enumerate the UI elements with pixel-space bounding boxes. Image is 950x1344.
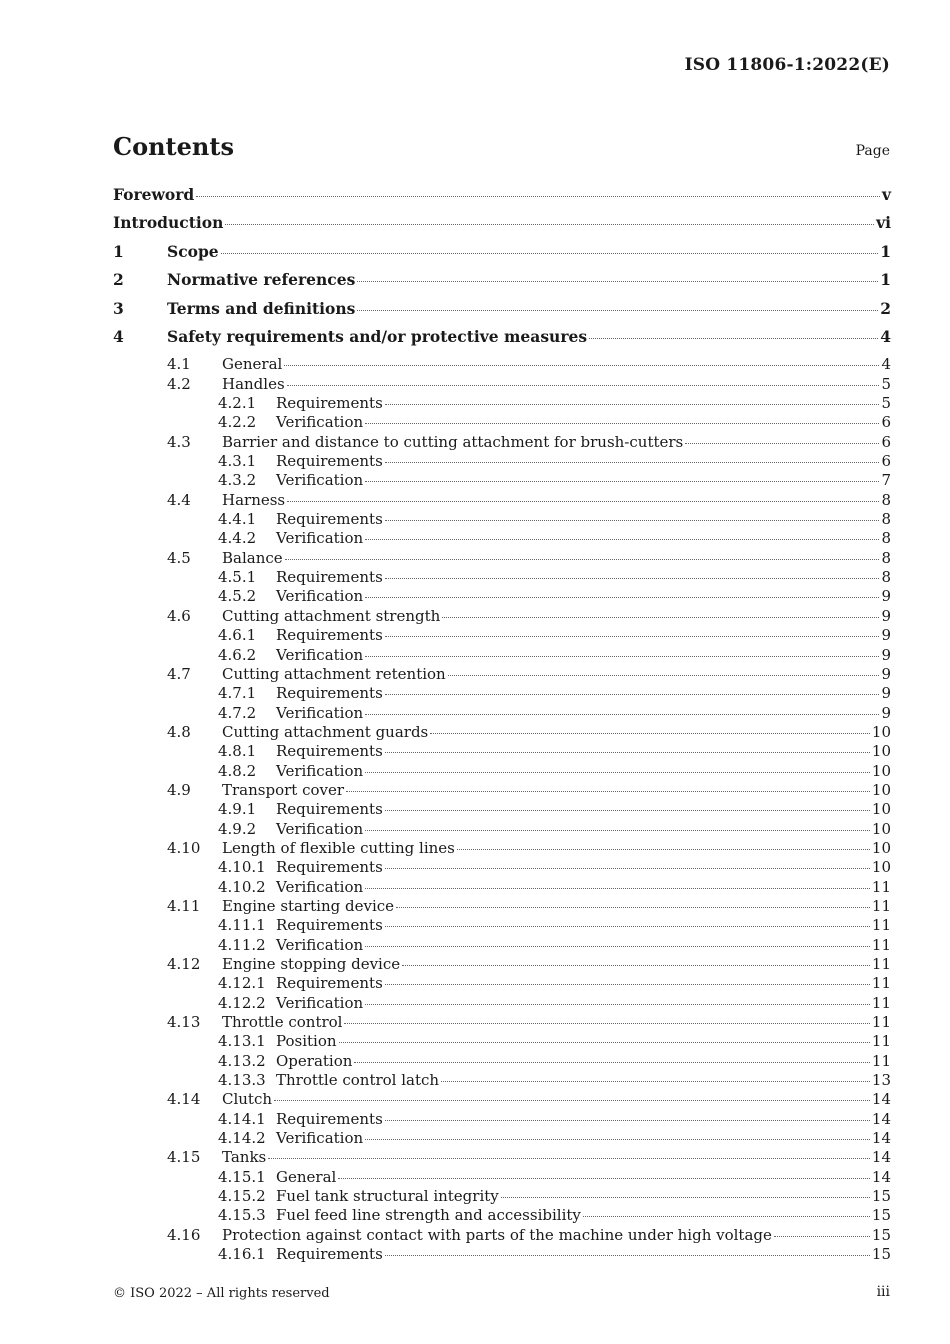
toc-entry-title: Throttle control latch: [276, 1071, 440, 1090]
toc-entry-number: 4.7: [167, 664, 191, 683]
toc-entry-title: Requirements: [276, 1109, 383, 1128]
toc-entry-number: 4.7.1: [218, 684, 257, 703]
toc-entry-page: 14: [871, 1129, 891, 1148]
toc-entry[interactable]: [113, 1148, 891, 1167]
dot-leader: [225, 223, 874, 225]
dot-leader: [685, 442, 879, 444]
toc-entry-title: General: [276, 1167, 337, 1186]
toc-entry[interactable]: [113, 299, 891, 327]
toc-entry-title: Requirements: [276, 974, 383, 993]
toc-entry-page: 8: [881, 510, 891, 529]
toc-entry-number: 4.11.1: [218, 916, 266, 935]
toc-entry-number: 4.15.2: [218, 1187, 266, 1206]
toc-entry[interactable]: [113, 781, 891, 800]
dot-leader: [365, 713, 879, 715]
toc-entry[interactable]: [113, 1206, 891, 1225]
toc-entry-title: Requirements: [276, 626, 383, 645]
toc-entry-page: 6: [881, 432, 891, 451]
toc-entry[interactable]: [113, 1226, 891, 1245]
toc-entry-number: 1: [113, 241, 124, 261]
toc-entry-page: 14: [871, 1148, 891, 1167]
toc-entry[interactable]: [113, 471, 891, 490]
toc-entry-page: 11: [871, 1013, 891, 1032]
toc-entry-number: 4.3.2: [218, 471, 257, 490]
toc-entry-page: 2: [880, 298, 891, 318]
footer-copyright: © ISO 2022 – All rights reserved: [113, 1286, 330, 1301]
toc-entry[interactable]: [113, 955, 891, 974]
toc-entry-number: 4.11: [167, 896, 201, 915]
toc-entry[interactable]: [113, 433, 891, 452]
toc-entry-title: Safety requirements and/or protective measures: [167, 326, 588, 346]
dot-leader: [589, 337, 878, 339]
toc-entry-title: Verification: [276, 471, 364, 490]
toc-entry-number: 4.4.1: [218, 510, 257, 529]
toc-entry-page: 10: [871, 819, 891, 838]
dot-leader: [385, 635, 880, 637]
toc-entry-title: Requirements: [276, 510, 383, 529]
toc-entry[interactable]: [113, 491, 891, 510]
toc-entry[interactable]: [113, 742, 891, 761]
toc-entry-title: Requirements: [276, 452, 383, 471]
toc-entry-page: 15: [871, 1206, 891, 1225]
table-of-contents: [113, 185, 891, 1265]
toc-entry-number: 4.12.2: [218, 993, 266, 1012]
toc-entry-title: Tanks: [222, 1148, 267, 1167]
dot-leader: [338, 1177, 870, 1179]
toc-entry-number: 2: [113, 270, 124, 290]
toc-entry-page: 9: [881, 626, 891, 645]
dot-leader: [268, 1157, 870, 1159]
dot-leader: [402, 964, 870, 966]
toc-entry[interactable]: [113, 916, 891, 935]
dot-leader: [365, 771, 870, 773]
dot-leader: [284, 364, 879, 366]
toc-entry-title: Cutting attachment strength: [222, 606, 441, 625]
toc-entry-title: Throttle control: [222, 1013, 343, 1032]
toc-entry-page: 9: [881, 684, 891, 703]
toc-entry[interactable]: [113, 1187, 891, 1206]
toc-entry-title: Requirements: [276, 1245, 383, 1264]
toc-entry-number: 4.13.1: [218, 1032, 266, 1051]
toc-entry-number: 4.5.1: [218, 568, 257, 587]
dot-leader: [774, 1235, 870, 1237]
dot-leader: [354, 1061, 870, 1063]
dot-leader: [274, 1099, 870, 1101]
document-id: ISO 11806-1:2022(E): [684, 55, 890, 75]
dot-leader: [346, 790, 870, 792]
toc-entry[interactable]: [113, 839, 891, 858]
toc-entry-page: 9: [881, 703, 891, 722]
toc-entry-number: 4.3: [167, 432, 191, 451]
dot-leader: [396, 906, 870, 908]
toc-entry-title: Normative references: [167, 270, 356, 290]
toc-entry-title: Scope: [167, 241, 219, 261]
dot-leader: [583, 1215, 870, 1217]
toc-entry-number: 4.16.1: [218, 1245, 266, 1264]
dot-leader: [365, 945, 870, 947]
dot-leader: [385, 519, 880, 521]
toc-entry-page: 10: [871, 800, 891, 819]
toc-entry-page: 13: [871, 1071, 891, 1090]
toc-entry-page: 6: [881, 413, 891, 432]
toc-entry-number: 4.13.2: [218, 1051, 266, 1070]
toc-entry[interactable]: [113, 529, 891, 548]
toc-entry[interactable]: [113, 800, 891, 819]
toc-entry-page: 9: [881, 645, 891, 664]
dot-leader: [357, 309, 878, 311]
toc-entry-number: 4.13.3: [218, 1071, 266, 1090]
dot-leader: [287, 500, 879, 502]
toc-entry[interactable]: [113, 665, 891, 684]
toc-entry-page: 5: [881, 394, 891, 413]
toc-entry-page: v: [881, 185, 891, 204]
toc-entry-number: 4.11.2: [218, 935, 266, 954]
toc-entry[interactable]: [113, 1032, 891, 1051]
toc-entry-title: Verification: [276, 877, 364, 896]
toc-entry[interactable]: [113, 858, 891, 877]
dot-leader: [365, 596, 879, 598]
toc-entry-number: 4.15: [167, 1148, 201, 1167]
toc-entry[interactable]: [113, 242, 891, 270]
dot-leader: [365, 1003, 870, 1005]
dot-leader: [385, 751, 870, 753]
dot-leader: [385, 809, 870, 811]
toc-entry-title: Fuel tank structural integrity: [276, 1187, 499, 1206]
toc-entry[interactable]: [113, 270, 891, 298]
dot-leader: [365, 422, 879, 424]
toc-entry-number: 4.5.2: [218, 587, 257, 606]
toc-entry[interactable]: [113, 568, 891, 587]
toc-entry-number: 4.10.1: [218, 858, 266, 877]
toc-entry-page: 8: [881, 529, 891, 548]
toc-entry-number: 4.9.1: [218, 800, 257, 819]
toc-entry[interactable]: [113, 1245, 891, 1264]
toc-entry[interactable]: [113, 704, 891, 723]
toc-entry[interactable]: [113, 820, 891, 839]
dot-leader: [285, 558, 880, 560]
toc-entry-page: 5: [881, 374, 891, 393]
toc-entry[interactable]: [113, 646, 891, 665]
toc-entry-page: 14: [871, 1090, 891, 1109]
toc-entry-page: 1: [880, 270, 891, 290]
toc-entry-number: 4.12: [167, 955, 201, 973]
toc-entry-number: 4.1: [167, 355, 191, 374]
toc-entry-number: 4.9: [167, 780, 191, 799]
dot-leader: [365, 829, 870, 831]
toc-entry-number: 4.2.1: [218, 394, 257, 413]
toc-entry-title: Fuel feed line strength and accessibility: [276, 1206, 581, 1225]
toc-entry-title: Verification: [276, 993, 364, 1012]
dot-leader: [357, 280, 878, 282]
toc-entry[interactable]: [113, 1168, 891, 1187]
toc-entry-number: 4.13: [167, 1013, 201, 1032]
toc-entry-page: 4: [880, 326, 891, 346]
toc-entry-title: Handles: [222, 374, 285, 393]
toc-entry[interactable]: [113, 185, 891, 213]
dot-leader: [385, 925, 870, 927]
toc-entry-title: Verification: [276, 587, 364, 606]
toc-entry[interactable]: [113, 723, 891, 742]
dot-leader: [365, 655, 879, 657]
toc-entry-page: 11: [871, 993, 891, 1012]
toc-entry-number: 4.8: [167, 722, 191, 741]
dot-leader: [287, 384, 880, 386]
toc-entry-page: 11: [871, 974, 891, 993]
toc-entry-title: Engine stopping device: [222, 955, 401, 973]
toc-entry-number: 4.2.2: [218, 413, 257, 432]
toc-entry-title: Engine starting device: [222, 896, 395, 915]
toc-entry-number: 4.12.1: [218, 974, 266, 993]
dot-leader: [385, 867, 870, 869]
toc-entry-title: Harness: [222, 490, 286, 509]
toc-entry-number: 3: [113, 298, 124, 318]
toc-entry-page: 11: [871, 877, 891, 896]
toc-entry-page: 10: [871, 838, 891, 857]
toc-entry[interactable]: [113, 936, 891, 955]
toc-entry[interactable]: [113, 1013, 891, 1032]
toc-entry[interactable]: [113, 1110, 891, 1129]
toc-entry-title: Verification: [276, 703, 364, 722]
toc-entry-title: Requirements: [276, 568, 383, 587]
toc-entry-number: 4.10.2: [218, 877, 266, 896]
dot-leader: [501, 1196, 870, 1198]
toc-entry-title: Cutting attachment guards: [222, 722, 429, 741]
dot-leader: [448, 674, 880, 676]
toc-entry-title: Operation: [276, 1051, 353, 1070]
toc-entry-title: Requirements: [276, 394, 383, 413]
dot-leader: [365, 1138, 870, 1140]
toc-entry-title: Balance: [222, 548, 283, 567]
toc-entry-page: 11: [871, 1051, 891, 1070]
dot-leader: [196, 195, 880, 197]
toc-entry-number: 4.14.2: [218, 1129, 266, 1148]
toc-entry[interactable]: [113, 549, 891, 568]
toc-entry-title: Verification: [276, 819, 364, 838]
toc-entry[interactable]: [113, 394, 891, 413]
toc-entry-title: Foreword: [113, 185, 195, 204]
contents-heading: Contents: [113, 132, 234, 161]
toc-entry-number: 4.6: [167, 606, 191, 625]
toc-entry-number: 4.6.1: [218, 626, 257, 645]
dot-leader: [385, 461, 880, 463]
dot-leader: [385, 577, 880, 579]
toc-entry-number: 4.4: [167, 490, 191, 509]
toc-entry-page: 11: [871, 896, 891, 915]
toc-entry[interactable]: [113, 355, 891, 374]
toc-entry-title: Requirements: [276, 684, 383, 703]
toc-entry-title: Verification: [276, 529, 364, 548]
toc-entry-page: 8: [881, 490, 891, 509]
toc-entry-number: 4.8.2: [218, 761, 257, 780]
dot-leader: [385, 693, 880, 695]
toc-entry-page: 15: [871, 1187, 891, 1206]
toc-entry[interactable]: [113, 684, 891, 703]
toc-entry-page: 9: [881, 606, 891, 625]
toc-entry-number: 4.10: [167, 838, 201, 857]
toc-entry[interactable]: [113, 510, 891, 529]
toc-entry-number: 4.15.1: [218, 1167, 266, 1186]
toc-entry[interactable]: [113, 327, 891, 355]
dot-leader: [457, 848, 870, 850]
toc-entry[interactable]: [113, 974, 891, 993]
dot-leader: [221, 252, 879, 254]
toc-entry-number: 4.5: [167, 548, 191, 567]
toc-entry[interactable]: [113, 878, 891, 897]
toc-entry-title: Protection against contact with parts of the machine under high voltage: [222, 1225, 772, 1244]
toc-entry-number: 4.9.2: [218, 819, 257, 838]
dot-leader: [385, 1254, 870, 1256]
dot-leader: [385, 403, 880, 405]
toc-entry[interactable]: [113, 897, 891, 916]
toc-entry-page: 10: [871, 858, 891, 877]
toc-entry-page: 15: [871, 1245, 891, 1264]
toc-entry-page: 7: [881, 471, 891, 490]
toc-entry-title: Requirements: [276, 800, 383, 819]
toc-entry-number: 4.8.1: [218, 742, 257, 761]
toc-entry-number: 4.7.2: [218, 703, 257, 722]
toc-entry-page: 11: [871, 916, 891, 935]
toc-entry-page: 14: [871, 1109, 891, 1128]
toc-entry-title: Terms and definitions: [167, 298, 356, 318]
dot-leader: [442, 616, 879, 618]
toc-entry-page: 14: [871, 1167, 891, 1186]
toc-entry-number: 4.3.1: [218, 452, 257, 471]
dot-leader: [365, 538, 879, 540]
toc-entry-title: General: [222, 355, 283, 374]
toc-entry-number: 4.4.2: [218, 529, 257, 548]
toc-entry-page: 8: [881, 568, 891, 587]
dot-leader: [365, 887, 870, 889]
toc-entry-page: 8: [881, 548, 891, 567]
toc-entry-page: 10: [871, 761, 891, 780]
toc-entry[interactable]: [113, 607, 891, 626]
toc-entry[interactable]: [113, 1071, 891, 1090]
toc-entry-title: Length of flexible cutting lines: [222, 838, 455, 857]
toc-entry[interactable]: [113, 413, 891, 432]
footer-page-number: iii: [876, 1284, 890, 1300]
toc-entry-page: 10: [871, 780, 891, 799]
toc-entry[interactable]: [113, 626, 891, 645]
toc-entry-title: Verification: [276, 645, 364, 664]
dot-leader: [365, 480, 879, 482]
toc-entry[interactable]: [113, 994, 891, 1013]
toc-entry-title: Verification: [276, 935, 364, 954]
toc-entry-page: 11: [871, 935, 891, 954]
toc-entry-page: vi: [876, 213, 891, 233]
dot-leader: [385, 1119, 870, 1121]
toc-entry-page: 4: [881, 355, 891, 374]
dot-leader: [344, 1022, 869, 1024]
toc-entry-title: Barrier and distance to cutting attachment for brush-cutters: [222, 432, 684, 451]
toc-entry-page: 11: [871, 955, 891, 973]
toc-entry[interactable]: [113, 213, 891, 241]
toc-entry-page: 9: [881, 664, 891, 683]
toc-entry-number: 4.6.2: [218, 645, 257, 664]
toc-entry[interactable]: [113, 762, 891, 781]
toc-entry-title: Verification: [276, 1129, 364, 1148]
toc-entry-title: Verification: [276, 413, 364, 432]
toc-entry[interactable]: [113, 587, 891, 606]
toc-entry-number: 4: [113, 326, 124, 346]
toc-entry-title: Clutch: [222, 1090, 273, 1109]
toc-entry-page: 10: [871, 722, 891, 741]
toc-entry-number: 4.14.1: [218, 1109, 266, 1128]
toc-entry-number: 4.14: [167, 1090, 201, 1109]
toc-entry-number: 4.15.3: [218, 1206, 266, 1225]
toc-entry-title: Verification: [276, 761, 364, 780]
toc-entry[interactable]: [113, 375, 891, 394]
toc-entry-title: Cutting attachment retention: [222, 664, 446, 683]
toc-entry-page: 15: [871, 1225, 891, 1244]
dot-leader: [339, 1041, 870, 1043]
toc-entry[interactable]: [113, 452, 891, 471]
toc-entry[interactable]: [113, 1129, 891, 1148]
toc-entry-title: Transport cover: [222, 780, 345, 799]
toc-entry-page: 1: [880, 241, 891, 261]
toc-entry-title: Position: [276, 1032, 337, 1051]
toc-entry-page: 11: [871, 1032, 891, 1051]
toc-entry-page: 10: [871, 742, 891, 761]
toc-entry-title: Requirements: [276, 858, 383, 877]
toc-entry-page: 6: [881, 452, 891, 471]
toc-entry-title: Introduction: [113, 213, 224, 233]
toc-entry-number: 4.16: [167, 1225, 201, 1244]
page-column-label: Page: [855, 143, 890, 159]
dot-leader: [385, 983, 870, 985]
toc-entry-title: Requirements: [276, 742, 383, 761]
toc-entry[interactable]: [113, 1052, 891, 1071]
toc-entry-page: 9: [881, 587, 891, 606]
toc-entry-number: 4.2: [167, 374, 191, 393]
toc-entry[interactable]: [113, 1090, 891, 1109]
dot-leader: [441, 1080, 870, 1082]
dot-leader: [430, 732, 870, 734]
toc-entry-title: Requirements: [276, 916, 383, 935]
